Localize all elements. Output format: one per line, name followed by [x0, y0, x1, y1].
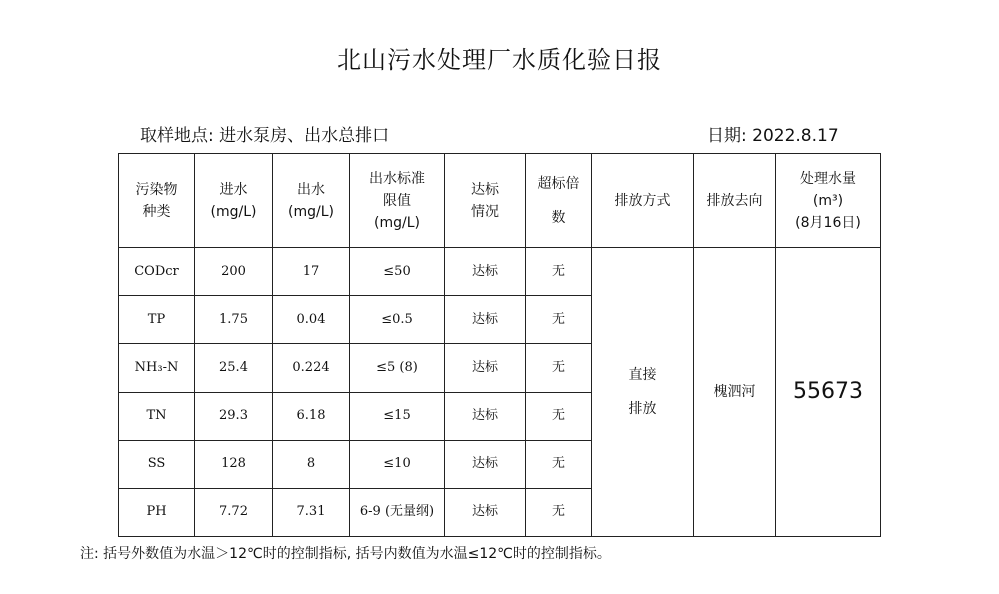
- table-header-row: [119, 154, 881, 248]
- cell-exceed: 无: [526, 344, 592, 392]
- cell-pollutant: PH: [119, 488, 195, 536]
- cell-exceed: 无: [526, 296, 592, 344]
- cell-status: 达标: [445, 488, 526, 536]
- cell-exceed: 无: [526, 440, 592, 488]
- cell-outflow: 0.04: [273, 296, 350, 344]
- header-inflow: 进水 (mg/L): [195, 154, 273, 248]
- cell-outflow: 7.31: [273, 488, 350, 536]
- header-discharge-destination: 排放去向: [694, 154, 776, 248]
- cell-treated-volume: 55673: [776, 248, 881, 537]
- cell-status: 达标: [445, 392, 526, 440]
- header-limit: 出水标准 限值 (mg/L): [350, 154, 445, 248]
- cell-pollutant: SS: [119, 440, 195, 488]
- cell-status: 达标: [445, 248, 526, 296]
- table-row: [119, 248, 881, 296]
- cell-status: 达标: [445, 440, 526, 488]
- report-title: 北山污水处理厂水质化验日报: [337, 46, 662, 74]
- cell-limit: 6-9 (无量纲): [350, 488, 445, 536]
- cell-exceed: 无: [526, 248, 592, 296]
- cell-pollutant: NH₃-N: [119, 344, 195, 392]
- cell-outflow: 6.18: [273, 392, 350, 440]
- cell-limit: ≤15: [350, 392, 445, 440]
- cell-discharge-method: 直接 排放: [592, 248, 694, 537]
- header-discharge-method: 排放方式: [592, 154, 694, 248]
- cell-pollutant: TP: [119, 296, 195, 344]
- cell-limit: ≤50: [350, 248, 445, 296]
- sampling-location: 取样地点: 进水泵房、出水总排口: [140, 126, 390, 146]
- cell-inflow: 29.3: [195, 392, 273, 440]
- cell-limit: ≤10: [350, 440, 445, 488]
- header-status: 达标 情况: [445, 154, 526, 248]
- cell-outflow: 17: [273, 248, 350, 296]
- cell-status: 达标: [445, 344, 526, 392]
- cell-exceed: 无: [526, 488, 592, 536]
- cell-pollutant: CODcr: [119, 248, 195, 296]
- header-exceed: 超标倍 数: [526, 154, 592, 248]
- footnote: 注: 括号外数值为水温＞12℃时的控制指标, 括号内数值为水温≤12℃时的控制指标。: [80, 546, 611, 562]
- cell-status: 达标: [445, 296, 526, 344]
- cell-inflow: 25.4: [195, 344, 273, 392]
- cell-discharge-destination: 槐泗河: [694, 248, 776, 537]
- cell-limit: ≤5 (8): [350, 344, 445, 392]
- cell-outflow: 0.224: [273, 344, 350, 392]
- cell-exceed: 无: [526, 392, 592, 440]
- cell-pollutant: TN: [119, 392, 195, 440]
- cell-inflow: 200: [195, 248, 273, 296]
- cell-limit: ≤0.5: [350, 296, 445, 344]
- water-quality-table: [118, 153, 881, 537]
- report-date: 日期: 2022.8.17: [707, 126, 839, 146]
- header-treated-volume: 处理水量 (m³) (8月16日): [776, 154, 881, 248]
- header-pollutant: 污染物 种类: [119, 154, 195, 248]
- header-outflow: 出水 (mg/L): [273, 154, 350, 248]
- cell-inflow: 7.72: [195, 488, 273, 536]
- cell-inflow: 1.75: [195, 296, 273, 344]
- cell-outflow: 8: [273, 440, 350, 488]
- cell-inflow: 128: [195, 440, 273, 488]
